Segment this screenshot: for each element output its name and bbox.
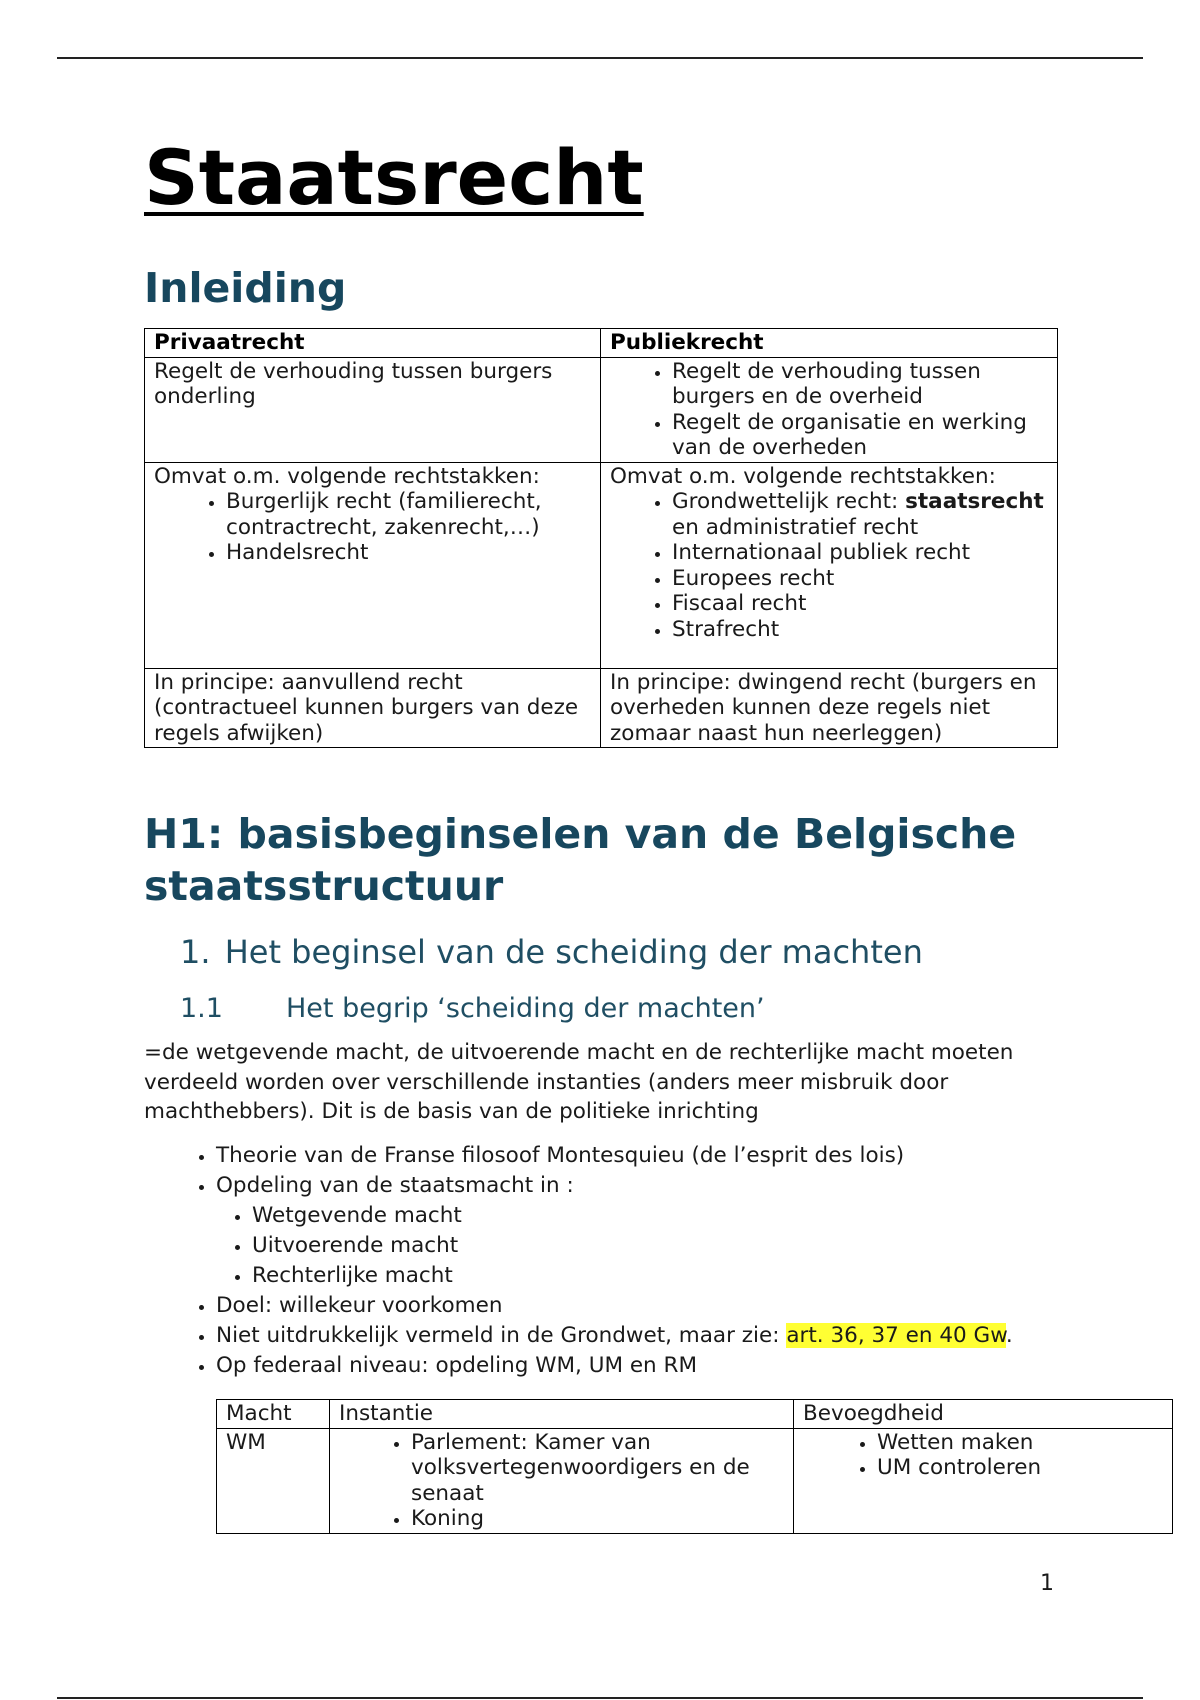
subsection-title: Het begrip ‘scheiding der machten’	[286, 993, 765, 1024]
list-item: • Europees recht	[672, 566, 1048, 592]
highlighted-article-reference: art. 36, 37 en 40 Gw	[786, 1323, 1006, 1348]
table-header-row	[145, 329, 1058, 358]
table-header-row	[217, 1400, 1173, 1429]
header-privaatrecht: Privaatrecht	[145, 329, 601, 358]
bold-term: staatsrecht	[905, 489, 1044, 514]
cell-private-branches	[145, 462, 601, 668]
separation-of-powers-list	[144, 1141, 1200, 1381]
private-branches-intro: Omvat o.m. volgende rechtstakken:	[154, 463, 540, 489]
header-instantie: Instantie	[330, 1400, 794, 1429]
list-item: • Regelt de verhouding tussen burgers en de overheid	[672, 359, 1048, 410]
header-publiekrecht: Publiekrecht	[601, 329, 1058, 358]
table-row	[145, 668, 1058, 748]
list-item: • Wetgevende macht	[252, 1201, 1200, 1231]
cell-public-nature: In principe: dwingend recht (burgers en overheden kunnen deze regels niet zomaar naast hun neerleggen)	[601, 668, 1058, 748]
heading-inleiding: Inleiding	[144, 264, 347, 312]
cell-public-scope	[601, 357, 1058, 462]
list-item: • Handelsrecht	[226, 540, 591, 566]
item-text: Opdeling van de staatsmacht in :	[216, 1173, 574, 1198]
list-item: • Theorie van de Franse filosoof Montesquieu (de l’esprit des lois)	[216, 1141, 1200, 1171]
list-item: • Koning	[411, 1506, 784, 1532]
list-item: • Parlement: Kamer van volksvertegenwoordigers en de senaat	[411, 1430, 784, 1507]
list-item: • Op federaal niveau: opdeling WM, UM en RM	[216, 1351, 1200, 1381]
page-bottom-rule	[57, 1697, 1143, 1699]
cell-public-branches	[601, 462, 1058, 668]
document-title: Staatsrecht	[144, 133, 644, 222]
list-item: • Strafrecht	[672, 617, 1048, 643]
cell-private-nature: In principe: aanvullend recht (contractueel kunnen burgers van deze regels afwijken)	[145, 668, 601, 748]
private-public-law-table	[144, 328, 1058, 748]
powers-table	[216, 1399, 1173, 1534]
cell-instantie	[330, 1428, 794, 1533]
list-item: • Internationaal publiek recht	[672, 540, 1048, 566]
cell-private-scope: Regelt de verhouding tussen burgers onderling	[145, 357, 601, 462]
subsection-1-1-heading	[180, 992, 765, 1026]
section-title: Het beginsel van de scheiding der machten	[224, 933, 923, 971]
subsection-number: 1.1	[180, 993, 223, 1024]
header-bevoegdheid: Bevoegdheid	[794, 1400, 1173, 1429]
header-macht: Macht	[217, 1400, 330, 1429]
list-item: • Rechterlijke macht	[252, 1261, 1200, 1291]
section-1-heading	[180, 932, 923, 972]
list-item: • Regelt de organisatie en werking van de overheden	[672, 410, 1048, 461]
list-item	[672, 489, 1048, 540]
powers-sublist	[216, 1201, 1200, 1291]
page-number: 1	[1040, 1571, 1054, 1596]
list-item	[216, 1321, 1200, 1351]
table-row	[145, 462, 1058, 668]
list-item: • Fiscaal recht	[672, 591, 1048, 617]
item-text: Grondwettelijk recht:	[672, 489, 906, 514]
chapter-1-heading: H1: basisbeginselen van de Belgische staatsstructuur	[144, 810, 1017, 910]
item-text: .	[1005, 1323, 1013, 1348]
cell-macht: WM	[217, 1428, 330, 1533]
list-item: • Doel: willekeur voorkomen	[216, 1291, 1200, 1321]
list-item: • UM controleren	[877, 1455, 1163, 1481]
page-top-rule	[57, 57, 1143, 59]
list-item: • Uitvoerende macht	[252, 1231, 1200, 1261]
list-item: • Burgerlijk recht (familierecht, contractrecht, zakenrecht,…)	[226, 489, 591, 540]
item-text: Niet uitdrukkelijk vermeld in de Grondwet, maar zie:	[216, 1323, 787, 1348]
list-item: • Wetten maken	[877, 1430, 1163, 1456]
list-item	[216, 1171, 1200, 1291]
cell-bevoegdheid	[794, 1428, 1173, 1533]
table-row	[145, 357, 1058, 462]
public-branches-intro: Omvat o.m. volgende rechtstakken:	[610, 463, 996, 489]
item-text: en administratief recht	[672, 514, 919, 540]
table-row	[217, 1428, 1173, 1533]
definition-paragraph: =de wetgevende macht, de uitvoerende macht en de rechterlijke macht moeten verdeeld worden over verschillende instanties (anders meer misbruik door machthebbers). Dit is de basis van de politieke inrichting	[144, 1040, 1014, 1124]
section-number: 1.	[180, 933, 211, 971]
